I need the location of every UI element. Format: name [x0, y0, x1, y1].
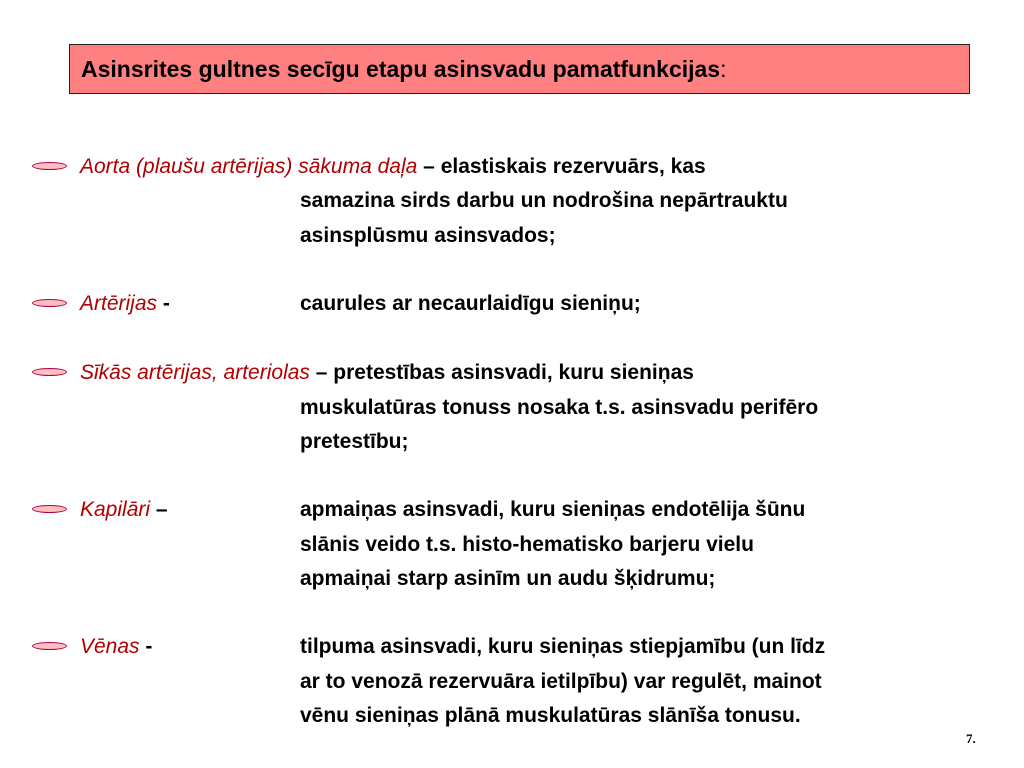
item-description: elastiskais rezervuārs, kas — [440, 155, 706, 178]
item-term: Aorta (plaušu artērijas) sākuma daļa — [80, 155, 418, 178]
item-term: Vēnas — [80, 635, 140, 658]
bullet-icon — [32, 368, 67, 376]
page-number: 7. — [966, 731, 976, 746]
item-separator: – — [417, 155, 441, 178]
item-kapilari-line-1 — [80, 498, 168, 522]
item-term: Sīkās artērijas, arteriolas — [80, 361, 310, 384]
item-arteriolas-line-1 — [80, 361, 694, 385]
item-separator: - — [157, 292, 170, 315]
item-separator: - — [139, 635, 153, 658]
item-separator: – — [309, 361, 334, 384]
slide-title-text: Asinsrites gultnes secīgu etapu asinsvadu pamatfunkcijas — [81, 55, 721, 82]
item-aorta-line-1 — [80, 155, 706, 179]
item-arterijas-line-1 — [80, 292, 170, 316]
item-kapilari-line-3: apmaiņai starp asinīm un audu šķidrumu; — [300, 567, 716, 590]
item-arteriolas-line-2: muskulatūras tonuss nosaka t.s. asinsvadu perifēro — [300, 396, 819, 419]
item-description: tilpuma asinsvadi, kuru sieniņas stiepjamību (un līdz — [300, 635, 826, 658]
bullet-icon — [32, 162, 67, 170]
bullet-icon — [32, 505, 67, 513]
item-aorta-line-2: samazina sirds darbu un nodrošina nepārtrauktu — [300, 189, 788, 212]
item-venas-line-2: ar to venozā rezervuāra ietilpību) var regulēt, mainot — [300, 670, 822, 693]
item-description: caurules ar necaurlaidīgu sieniņu; — [300, 292, 641, 315]
slide-title-colon: : — [720, 55, 727, 82]
item-description: apmaiņas asinsvadi, kuru sieniņas endotēlija šūnu — [300, 498, 806, 521]
item-arteriolas-line-3: pretestību; — [300, 430, 409, 453]
slide-title — [69, 44, 970, 94]
item-aorta-line-3: asinsplūsmu asinsvados; — [300, 224, 556, 247]
item-description: pretestības asinsvadi, kuru sieniņas — [333, 361, 694, 384]
item-venas-line-3: vēnu sieniņas plānā muskulatūras slānīša tonusu. — [300, 704, 801, 727]
item-separator: – — [150, 498, 168, 521]
item-term: Artērijas — [80, 292, 158, 315]
bullet-icon — [32, 299, 67, 307]
item-venas-line-1 — [80, 635, 152, 659]
bullet-icon — [32, 642, 67, 650]
item-term: Kapilāri — [80, 498, 151, 521]
item-kapilari-line-2: slānis veido t.s. histo-hematisko barjeru vielu — [300, 533, 754, 556]
